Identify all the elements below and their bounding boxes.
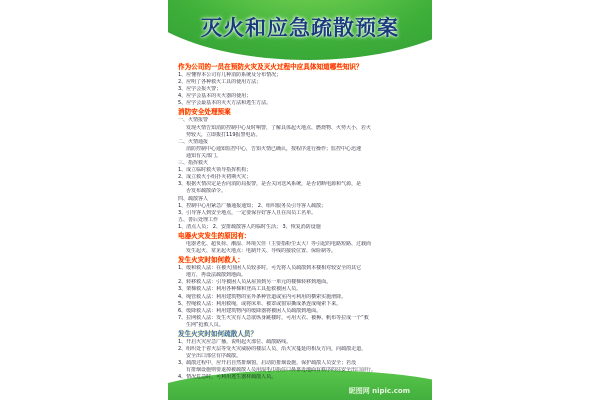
poster-title: 灭火和应急疏散预案 — [201, 15, 399, 40]
section-line: 有排烟设施则要退掉被疏散人员用湿毛巾捂住口鼻靠近地面有秩序的往安全出口前行。 — [186, 367, 377, 374]
section-line: 2、组织处于着火层等受火灾威胁的楼层人员，沿火灾蔓延的相反方向，向疏散走道、 — [178, 346, 367, 353]
section-line: 1、开启火灾应急广播，说明起火部位、疏散路线。 — [178, 339, 292, 345]
section-line: 电器老化、超负荷、潮湿、环境欠佳（主要指粉尘太大）等引起的电路短路、过载而 — [186, 240, 372, 247]
section-line: 2、转移救人法：引导被困人员从屋顶到另一单元的楼梯转移到地面。 — [178, 279, 332, 286]
section-line: 1、缓和救人法：在被火围困人员较多时，可先将人员疏散到本楼相对较安全的其它 — [178, 265, 362, 272]
section-line: 3、引导客人到安全地点，一定要保存好客人且在岗员工名单。 — [178, 209, 317, 216]
section-line: 1、成立临时救火领导指挥机构； — [178, 167, 252, 174]
section-line: 一、火情报警 — [178, 117, 209, 124]
section-line: 1、应懂得本公司有几种消防系统及分布情况； — [178, 72, 282, 78]
section-line: 5、控绳救人法：利用救绳，或将床单、被罩或窗帘撕成条连成绳索下来。 — [178, 300, 342, 307]
section-line: 2、成立救火小组扑灭初期火灾； — [178, 174, 252, 181]
section-line: 发现火情告知消防控制中心及时响警，了解具体起火地点、燃烧物、火势大小，若火 — [186, 124, 372, 131]
section-line: 2、应明了各种救火工具的使用方法； — [178, 79, 262, 86]
section-line: 4、绳管救人法：利用建筑物的室外条种管道或室内可利用的横索实施滑降。 — [178, 293, 347, 300]
section-line: 生网”抢救人员。 — [186, 321, 224, 328]
section-heading: 消防安全处理预案 — [178, 108, 231, 117]
section-line: 势较大，立即拨打119报警电话。 — [186, 131, 261, 138]
section-line: 3、应学会报火警； — [178, 86, 222, 93]
section-heading: 作为公司的一员在预防火灾及灭火过程中应具体知道哪些知识？ — [178, 63, 363, 71]
section-line: 通知有关部门。 — [186, 152, 222, 159]
section-line: 二、火情通报 — [178, 138, 209, 145]
section-line: 1、控制中心用紧急广播通报通知； 2、组织服务员引导客人疏散； — [178, 202, 326, 209]
section-line: 地方，再设法疏散到地面。 — [186, 272, 247, 279]
section-line: 安全出口部位有序疏散。 — [186, 353, 242, 360]
section-line: 否发布疏散命令。 — [186, 188, 227, 195]
section-heading: 电器火灾发生的原因有： — [178, 231, 251, 240]
section-line: 3、疏散过程中，应开启自然排烟窗，启动防排烟设施，保护疏散人员安全；若没 — [178, 360, 357, 367]
section-line: 7、拉网救人法：发生火灾有人急欲纵身跳楼时，可用大衣、被褥、帆布等拉成一个“救 — [178, 314, 369, 321]
poster-content — [178, 62, 424, 382]
section-line: 3、根据火情决定是否向消防局报警，是否关闭送风系统，是否切断电源和气源，是 — [178, 181, 362, 188]
section-line: 4、情况危急时，可利用逃生器材疏散人员。 — [178, 374, 277, 381]
section-line: 消防控制中心通知监控中心，告知火情已确认，按程序进行操作；监控中心迅速 — [186, 145, 362, 152]
section-heading: 发生火灾时如何疏散人员？ — [178, 330, 258, 338]
section-line: 4、应学会基本的灭火器的使用； — [178, 93, 252, 100]
section-line: 四、疏散客人 — [178, 195, 209, 202]
section-heading: 发生火灾时如何救人： — [178, 256, 244, 265]
section-line: 发生起火、常见起火地点：电制开关、导线的接驳位置、保险制等。 — [186, 248, 337, 255]
section-line: 3、架梯救人法：利用各种梯和登高工具抢救被困人员。 — [178, 286, 302, 293]
section-line: 1、清点人员； 2、安排疏散客人的临时生活； 3、恢复消防设施 — [178, 223, 321, 230]
watermark: 昵图网 nipic.com — [348, 387, 410, 395]
safety-poster — [168, 0, 432, 400]
section-line: 三、指挥救火 — [178, 160, 209, 167]
section-line: 五、善后处理工作 — [178, 216, 219, 223]
section-line: 5、应学会最基本的灭火方法和逃生方法。 — [178, 100, 272, 107]
section-line: 6、缓降救人法：利用建筑物内的缓降器将被困人员疏散到地面。 — [178, 307, 322, 314]
